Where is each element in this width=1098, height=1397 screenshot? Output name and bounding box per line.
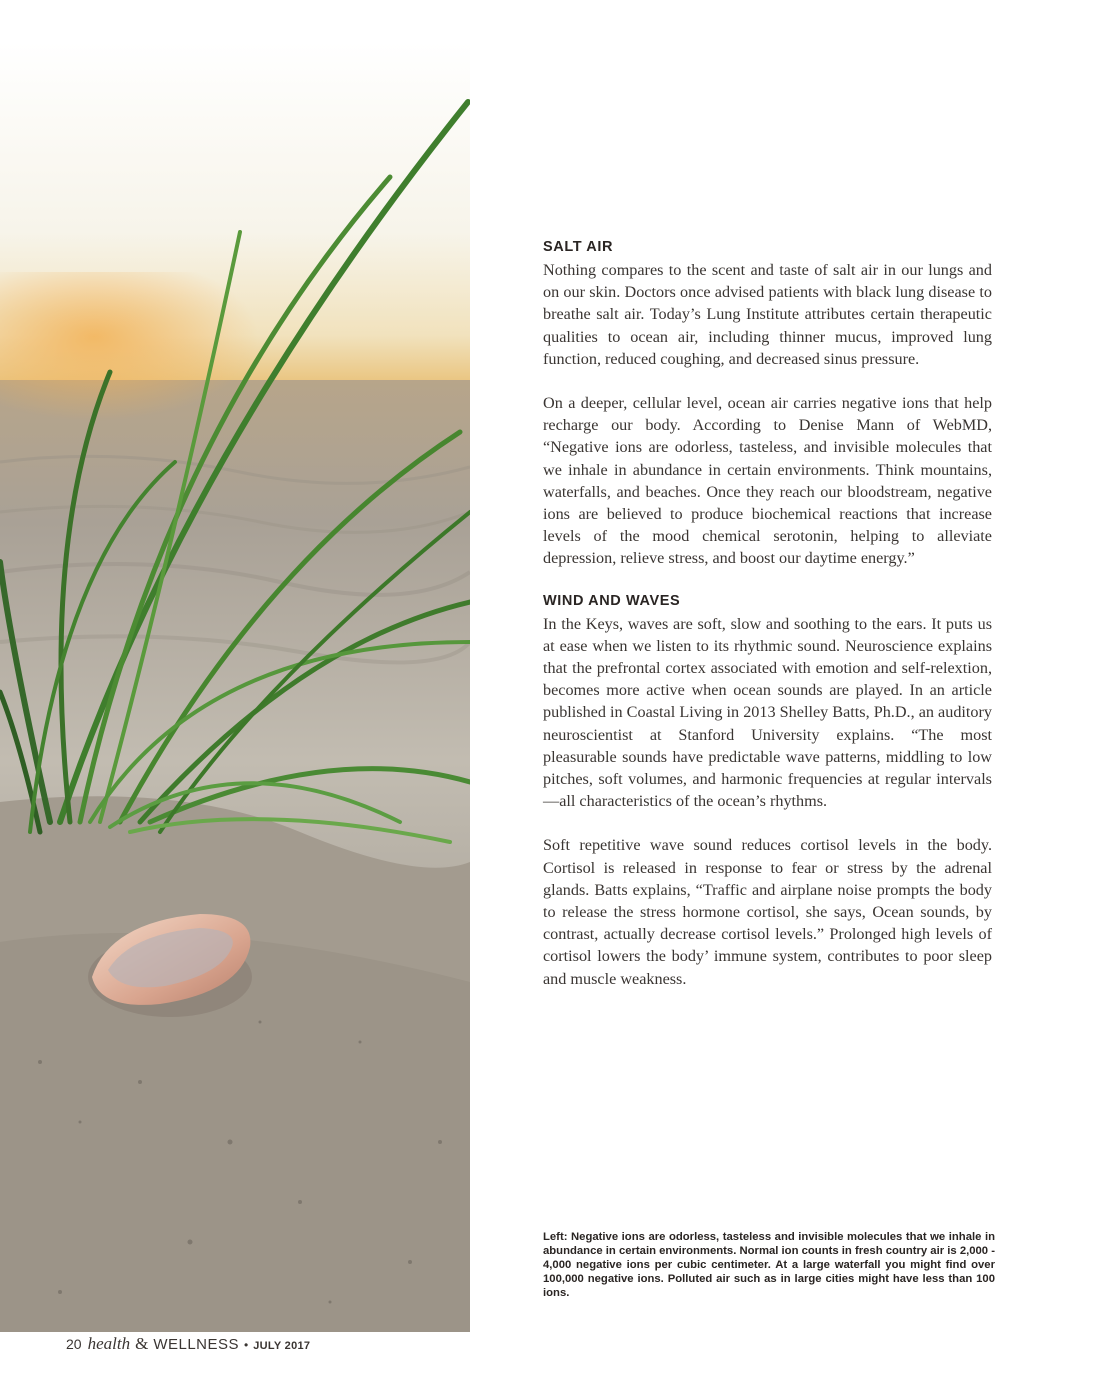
page-number: 20	[66, 1336, 82, 1352]
paragraph: On a deeper, cellular level, ocean air carries negative ions that help recharge our body. According to Denise Mann of WebMD, “Negative ions are odorless, tasteless, and invisible molecules that we inhale in abundance in certain environments. Think mountains, waterfalls, and beaches. Once they reach our bloodstream, negative ions are believed to produce biochemical reactions that increase levels of the mood chemical serotonin, helping to alleviate depression, relieve stress, and boost our daytime energy.”	[543, 394, 992, 568]
section-heading: WIND AND WAVES	[543, 592, 681, 609]
footer-separator: •	[244, 1338, 249, 1352]
section-salt-air	[543, 238, 992, 570]
paragraph: In the Keys, waves are soft, slow and soothing to the ears. It puts us at ease when we listen to its rhythmic sound. Neuroscience explains that the prefrontal cortex associated with emotion and self-relextion, becomes more active when ocean sounds are played. In an article published in Coastal Living in 2013 Shelley Batts, Ph.D., an auditory neuroscientist at Stanford University explains. “The most pleasurable sounds have predictable wave patterns, middling to low pitches, soft volumes, and harmonic frequencies at regular intervals—all characteristics of the ocean’s rhythms.	[543, 614, 992, 811]
section-wind-and-waves	[543, 592, 992, 990]
magazine-ampersand: &	[135, 1334, 149, 1353]
magazine-name-health: health	[87, 1334, 131, 1353]
article-column	[543, 238, 992, 1012]
section-heading: SALT AIR	[543, 239, 614, 255]
issue-date: JULY 2017	[253, 1340, 311, 1352]
paragraph: Nothing compares to the scent and taste of salt air in our lungs and on our skin. Doctors once advised patients with black lung disease to breathe salt air. Today’s Lung Institute attributes certain therapeutic qualities to ocean air, including thinner mucus, improved lung function, reduced coughing, and decreased sinus pressure.	[543, 261, 992, 368]
photo-caption: Left: Negative ions are odorless, tasteless and invisible molecules that we inhale in abundance in certain environments. Normal ion counts in fresh country air is 2,000 - 4,000 negative ions per cubic centimeter. At a large waterfall you might find over 100,000 negative ions. Polluted air such as in large cities might have less than 100 ions.	[543, 1231, 995, 1299]
paragraph: Soft repetitive wave sound reduces cortisol levels in the body. Cortisol is released in response to fear or stress by the adrenal glands. Batts explains, “Traffic and airplane noise prompts the body to release the stress hormone cortisol, she says, Ocean sounds, by contrast, actually decrease cortisol levels.” Prolonged high levels of cortisol lowers the body’ immune system, contributes to poor sleep and muscle weakness.	[543, 836, 992, 988]
beach-grass-photo	[0, 42, 470, 1332]
magazine-name-wellness: WELLNESS	[153, 1336, 240, 1353]
page-footer	[66, 1334, 310, 1360]
